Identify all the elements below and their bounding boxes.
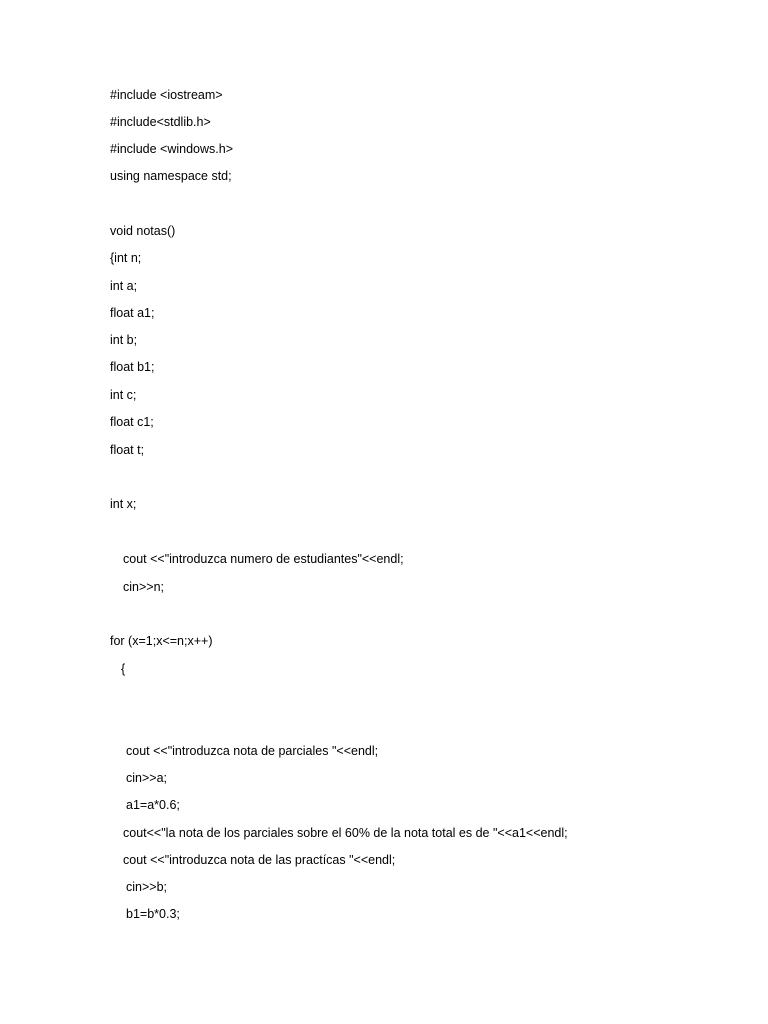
code-line: {int n; bbox=[110, 251, 142, 265]
code-line: using namespace std; bbox=[110, 169, 232, 183]
code-line: cout <<"introduzca numero de estudiantes"<<endl; bbox=[123, 552, 404, 566]
code-line: float b1; bbox=[110, 360, 155, 374]
code-line: float t; bbox=[110, 443, 145, 457]
code-line: for (x=1;x<=n;x++) bbox=[110, 634, 213, 648]
code-line: float c1; bbox=[110, 415, 154, 429]
code-line: int x; bbox=[110, 497, 137, 511]
code-line: int c; bbox=[110, 388, 137, 402]
code-line: int a; bbox=[110, 279, 138, 293]
code-line: cout <<"introduzca nota de parciales "<<endl; bbox=[126, 744, 379, 758]
code-line: cout<<"la nota de los parciales sobre el 60% de la nota total es de "<<a1<<endl; bbox=[123, 826, 568, 840]
code-line: #include <iostream> bbox=[110, 88, 223, 102]
code-line: a1=a*0.6; bbox=[126, 798, 180, 812]
code-line: b1=b*0.3; bbox=[126, 907, 180, 921]
code-line: #include<stdlib.h> bbox=[110, 115, 211, 129]
code-line: int b; bbox=[110, 333, 138, 347]
code-line: { bbox=[121, 662, 126, 676]
code-line: cin>>b; bbox=[126, 880, 168, 894]
code-line: void notas() bbox=[110, 224, 176, 238]
code-line: cout <<"introduzca nota de las practícas "<<endl; bbox=[123, 853, 396, 867]
code-line: float a1; bbox=[110, 306, 155, 320]
code-line: cin>>n; bbox=[123, 580, 165, 594]
code-line: #include <windows.h> bbox=[110, 142, 233, 156]
code-line: cin>>a; bbox=[126, 771, 168, 785]
